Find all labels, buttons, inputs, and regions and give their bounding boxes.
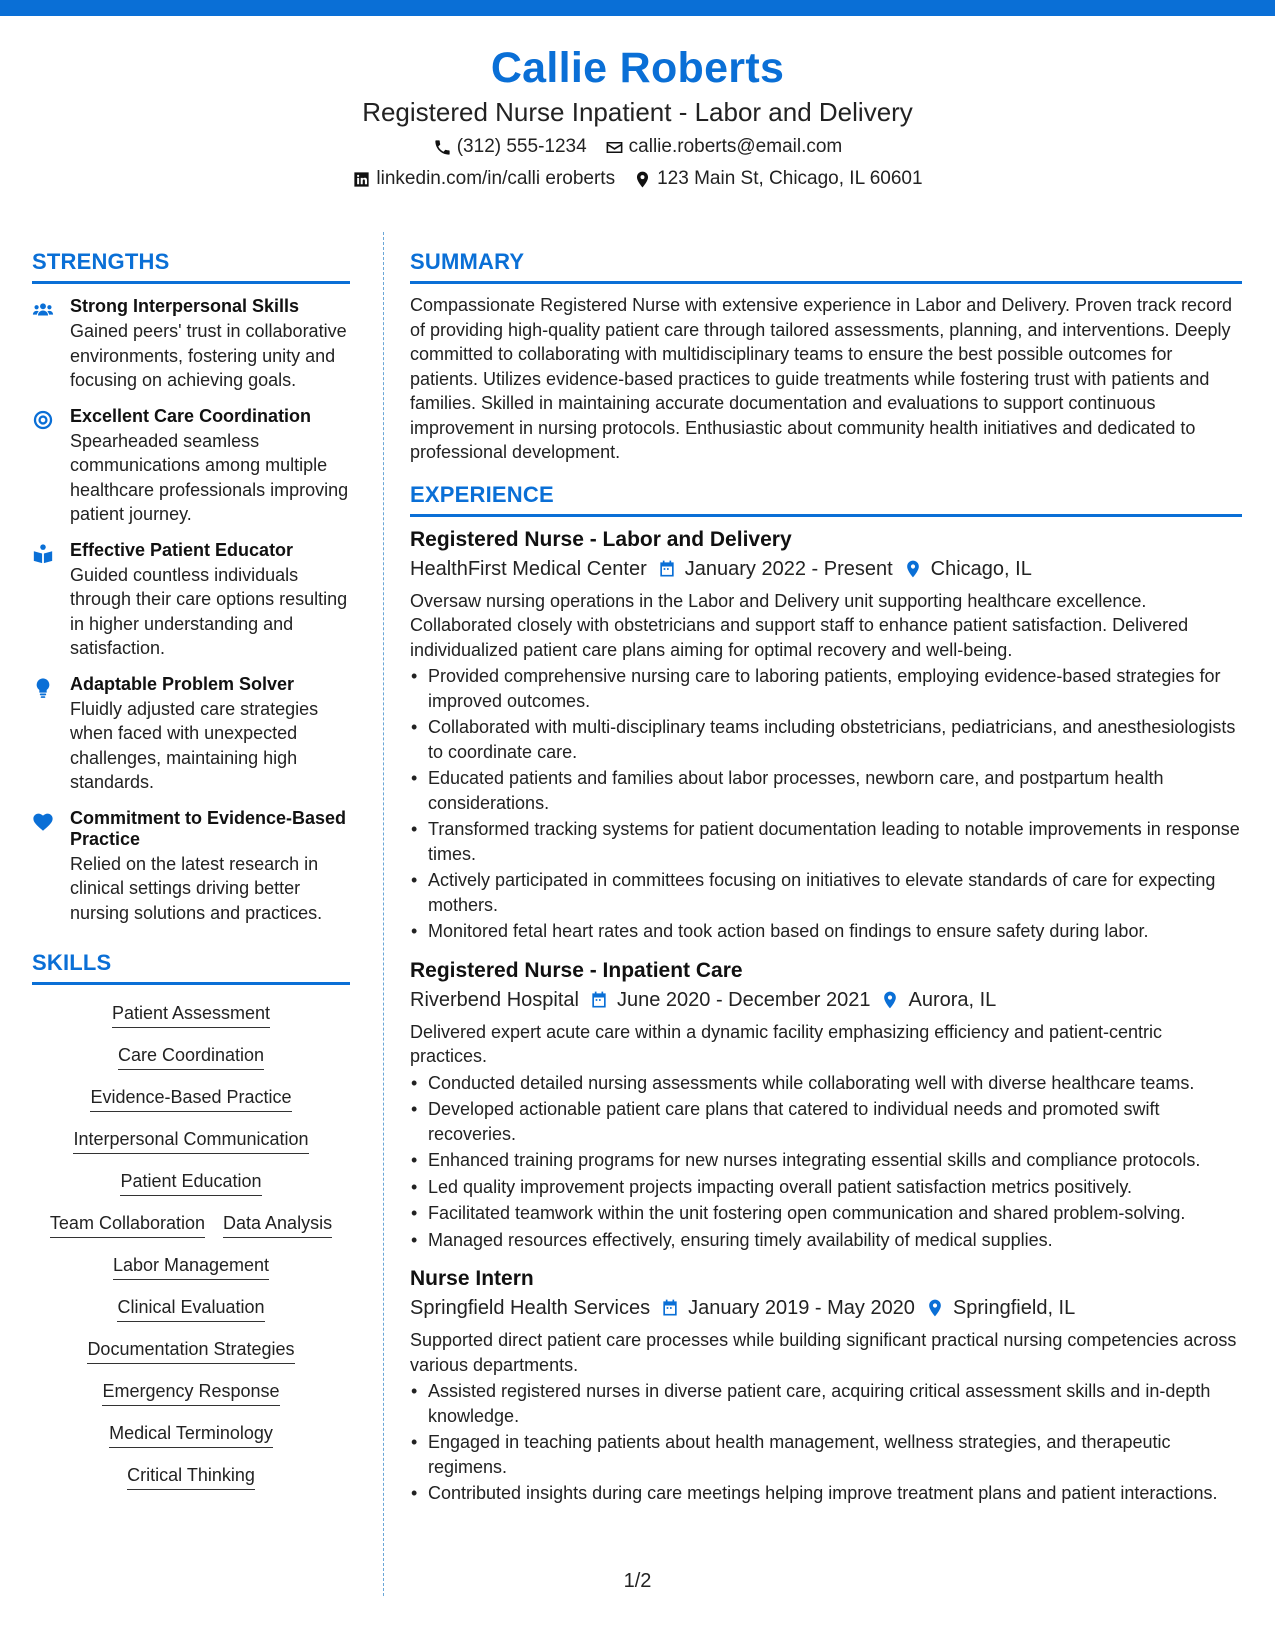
skills-heading: SKILLS	[32, 949, 350, 985]
phone-icon	[433, 138, 452, 157]
contact-row-2	[0, 164, 1275, 194]
strengths-heading: STRENGTHS	[32, 248, 350, 284]
resume-header	[0, 40, 1275, 194]
map-pin-icon	[880, 990, 900, 1010]
heart-icon	[32, 811, 54, 833]
phone-contact[interactable]	[433, 132, 587, 162]
summary-text: Compassionate Registered Nurse with extensive experience in Labor and Delivery. Proven track record of providing high-quality patient care through tailored assessments, planning, and interventions. Deeply committed to collaborating with multidisciplinary teams to ensure the best possible outcomes for patients. Utilizes evidence-based practices to guide treatments while fostering trust with patients and families. Skilled in maintaining accurate documentation and evaluations to support continuous improvement in nursing protocols. Enthusiastic about community health initiatives and dedicated to professional development.	[410, 295, 1233, 462]
list-item: • Assisted registered nurses in diverse patient care, acquiring critical assessment skills and in-depth knowledge.	[410, 1379, 1242, 1428]
target-icon	[32, 409, 54, 431]
list-item: • Educated patients and families about labor processes, newborn care, and postpartum health considerations.	[410, 766, 1242, 815]
email-text: callie.roberts@email.com	[628, 136, 843, 157]
job-company: Springfield Health Services	[410, 1297, 651, 1319]
skill-tag: Care Coordination	[118, 1043, 264, 1070]
strength-title: Commitment to Evidence-Based Practice	[70, 807, 347, 849]
job-entry	[410, 1265, 1242, 1506]
skill-tag: Evidence-Based Practice	[90, 1085, 291, 1112]
strength-title: Strong Interpersonal Skills	[70, 296, 300, 316]
skill-tag: Clinical Evaluation	[117, 1295, 264, 1322]
strength-item	[32, 406, 350, 527]
job-entry	[410, 957, 1242, 1253]
list-item: • Enhanced training programs for new nurses integrating essential skills and compliance protocols.	[410, 1148, 1242, 1173]
list-item: • Led quality improvement projects impacting overall patient satisfaction metrics positively.	[410, 1175, 1242, 1200]
calendar-icon	[657, 559, 677, 579]
skill-tag: Labor Management	[113, 1253, 269, 1280]
experience-heading: EXPERIENCE	[410, 481, 1242, 517]
strength-title: Effective Patient Educator	[70, 539, 294, 560]
envelope-icon	[605, 138, 624, 157]
list-item: • Managed resources effectively, ensuring timely availability of medical supplies.	[410, 1228, 1242, 1253]
strength-item	[32, 674, 350, 795]
job-meta	[410, 1293, 1242, 1323]
address-contact	[633, 164, 922, 194]
candidate-title: Registered Nurse Inpatient - Labor and Delivery	[362, 97, 913, 127]
book-reader-icon	[32, 543, 54, 565]
strength-title: Excellent Care Coordination	[70, 405, 312, 426]
left-column	[32, 248, 350, 1490]
strength-desc: Guided countless individuals through their care options resulting in higher understanding and satisfaction.	[70, 564, 348, 658]
strength-title: Adaptable Problem Solver	[70, 673, 295, 694]
skill-tag: Medical Terminology	[109, 1421, 273, 1448]
list-item: • Contributed insights during care meetings helping improve treatment plans and patient interactions.	[410, 1481, 1242, 1506]
map-pin-icon	[925, 1298, 945, 1318]
email-contact[interactable]	[605, 132, 843, 162]
job-title: Registered Nurse - Inpatient Care	[410, 958, 743, 982]
users-icon	[32, 299, 54, 321]
list-item: • Collaborated with multi-disciplinary teams including obstetricians, pediatricians, and anesthesiologists to coordinate care.	[410, 715, 1242, 764]
job-location: Aurora, IL	[908, 988, 997, 1011]
job-dates: June 2020 - December 2021	[616, 988, 871, 1011]
job-description: Oversaw nursing operations in the Labor and Delivery unit supporting healthcare excellence. Collaborated closely with obstetricians and support staff to enhance patient satisfaction. Delivered individualized patient care plans aiming for optimal recovery and well-being.	[410, 590, 1189, 660]
calendar-icon	[589, 990, 609, 1010]
skill-tag: Documentation Strategies	[87, 1337, 294, 1364]
job-meta	[410, 554, 1242, 584]
job-dates: January 2022 - Present	[684, 557, 893, 580]
job-location: Springfield, IL	[952, 1297, 1076, 1319]
strength-desc: Relied on the latest research in clinical settings driving better nursing solutions and practices.	[70, 853, 323, 923]
skill-tag: Patient Assessment	[112, 1001, 270, 1028]
list-item: • Conducted detailed nursing assessments while collaborating well with diverse healthcare teams.	[410, 1071, 1242, 1096]
skill-tag: Emergency Response	[102, 1379, 279, 1406]
contact-row-1	[0, 132, 1275, 162]
strength-desc: Spearheaded seamless communications among multiple healthcare professionals improving patient journey.	[70, 430, 349, 524]
candidate-name: Callie Roberts	[490, 44, 785, 92]
list-item: • Developed actionable patient care plans that catered to individual needs and promoted swift recoveries.	[410, 1097, 1242, 1146]
job-title: Nurse Intern	[410, 1267, 534, 1290]
strength-item	[32, 808, 350, 926]
list-item: • Monitored fetal heart rates and took action based on findings to ensure safety during labor.	[410, 919, 1242, 944]
column-divider	[383, 232, 384, 1596]
linkedin-text: linkedin.com/in/calli eroberts	[376, 168, 616, 189]
map-pin-icon	[903, 559, 923, 579]
job-location: Chicago, IL	[930, 557, 1032, 580]
job-meta	[410, 985, 1242, 1015]
list-item: • Actively participated in committees focusing on initiatives to elevate standards of care for expecting mothers.	[410, 868, 1242, 917]
strength-item	[32, 296, 350, 393]
summary-heading: SUMMARY	[410, 248, 1242, 284]
job-company: HealthFirst Medical Center	[410, 557, 647, 580]
job-bullets	[410, 664, 1242, 944]
strength-item	[32, 540, 350, 661]
page-number: 1/2	[623, 1570, 652, 1592]
strengths-list	[32, 296, 350, 925]
top-accent-bar	[0, 0, 1275, 16]
list-item: • Engaged in teaching patients about health management, wellness strategies, and therapeutic regimens.	[410, 1430, 1242, 1479]
linkedin-contact[interactable]	[352, 164, 615, 194]
linkedin-icon	[352, 170, 371, 189]
map-pin-icon	[633, 170, 652, 189]
lightbulb-icon	[32, 677, 54, 699]
list-item: • Facilitated teamwork within the unit fostering open communication and shared problem-solving.	[410, 1201, 1242, 1226]
skill-tag: Interpersonal Communication	[73, 1127, 308, 1154]
job-dates: January 2019 - May 2020	[688, 1297, 915, 1319]
calendar-icon	[660, 1298, 680, 1318]
job-bullets	[410, 1071, 1242, 1253]
strength-desc: Gained peers' trust in collaborative environments, fostering unity and focusing on achieving goals.	[70, 321, 347, 390]
job-title: Registered Nurse - Labor and Delivery	[410, 527, 792, 551]
job-entry	[410, 526, 1242, 944]
skill-tag: Patient Education	[120, 1169, 261, 1196]
strength-desc: Fluidly adjusted care strategies when faced with unexpected challenges, maintaining high standards.	[70, 698, 319, 792]
job-company: Riverbend Hospital	[410, 988, 579, 1011]
job-description: Delivered expert acute care within a dynamic facility emphasizing efficiency and patient-centric practices.	[410, 1021, 1163, 1066]
skill-tag: Data Analysis	[223, 1211, 332, 1238]
list-item: • Provided comprehensive nursing care to laboring patients, employing evidence-based strategies for improved outcomes.	[410, 664, 1242, 713]
right-column	[410, 248, 1242, 1508]
skill-tag: Critical Thinking	[127, 1463, 255, 1490]
phone-text: (312) 555-1234	[456, 136, 587, 157]
job-description: Supported direct patient care processes while building significant practical nursing competencies across various departments.	[410, 1330, 1237, 1375]
address-text: 123 Main St, Chicago, IL 60601	[657, 168, 923, 189]
skills-list	[32, 1001, 350, 1490]
list-item: • Transformed tracking systems for patient documentation leading to notable improvements in response times.	[410, 817, 1242, 866]
job-bullets	[410, 1379, 1242, 1506]
skill-tag: Team Collaboration	[50, 1211, 205, 1238]
